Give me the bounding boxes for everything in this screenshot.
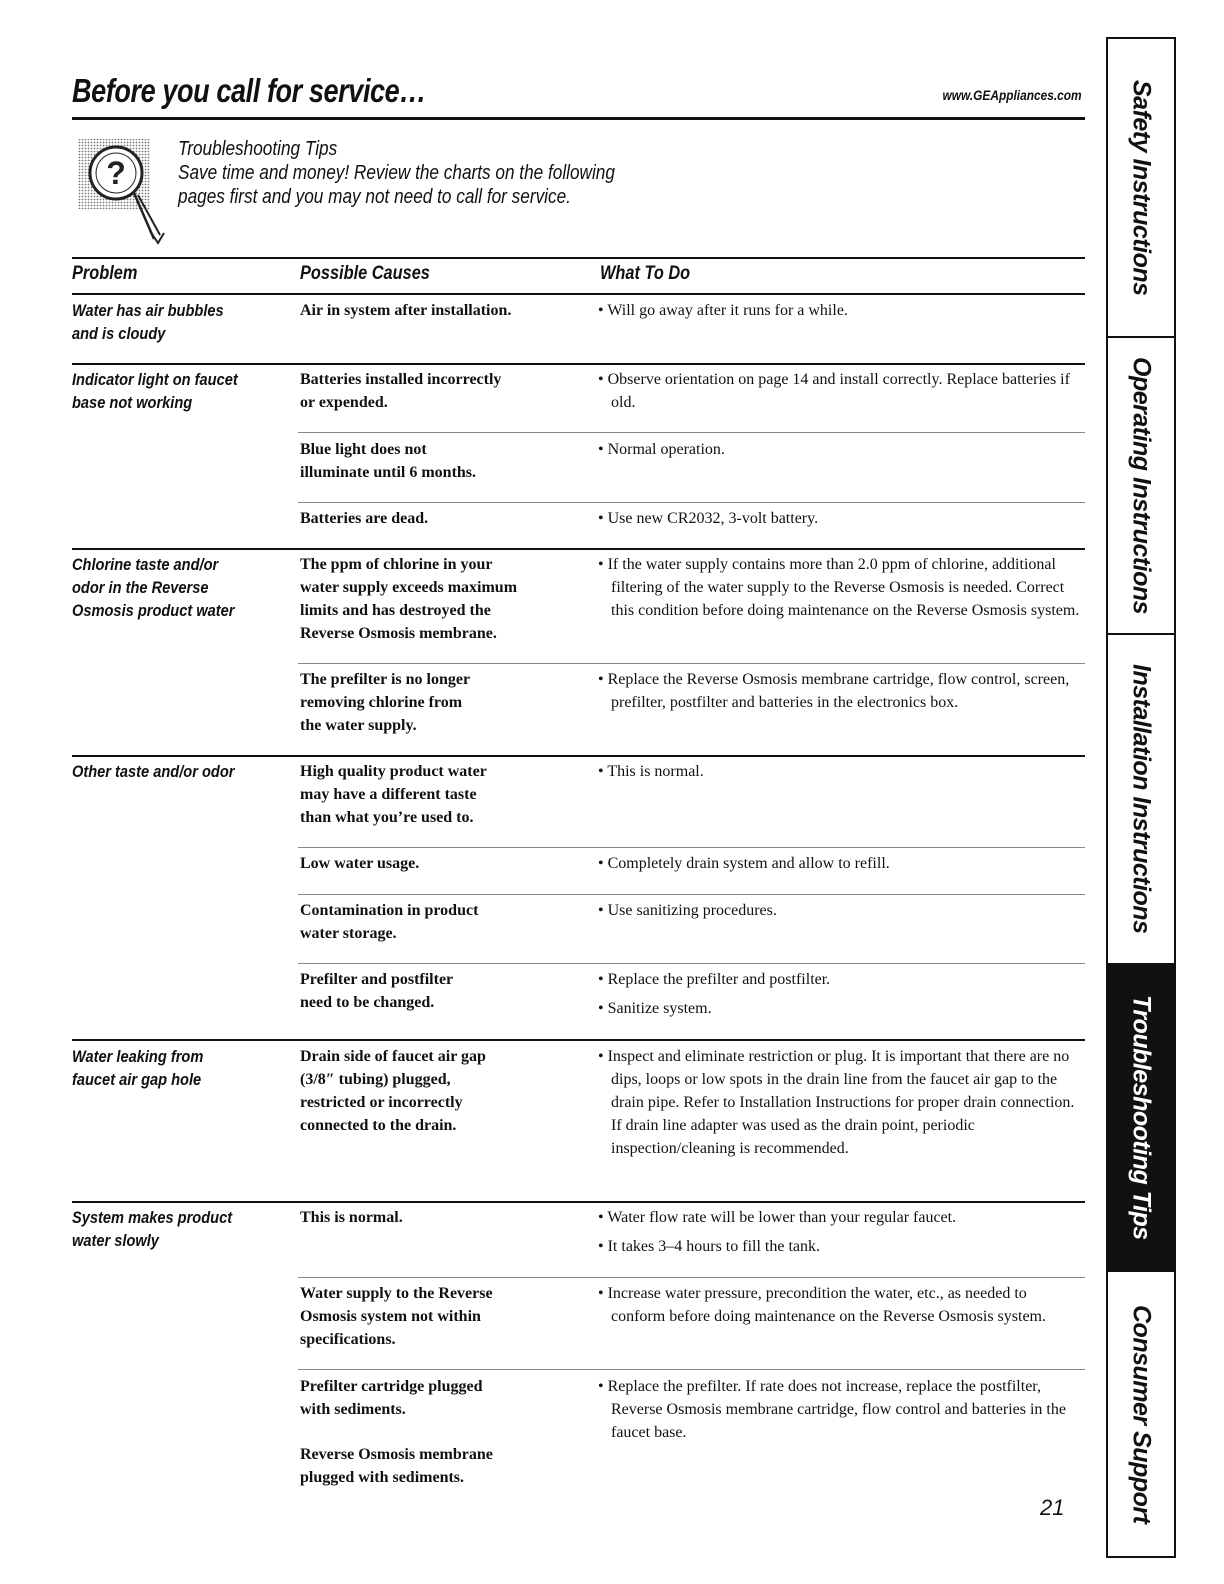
todo-drain-side: • Inspect and eliminate restriction or plug. It is important that there are no dips, loops or low spots in the drain line from the faucet air gap to the drain pipe. Refer to Installation Instructions for proper drain connection. If drain line adapter was used as the drain point, periodic inspection/cleaning is recommended. — [598, 1048, 1075, 1157]
cause-contamination: Contamination in product water storage. — [300, 902, 479, 942]
tips-heading: Troubleshooting Tips — [178, 138, 338, 160]
problem-slow-water: System makes product water slowly — [72, 1208, 233, 1250]
tab-troubleshooting-tips[interactable] — [1108, 965, 1174, 1272]
section-tabs — [1106, 37, 1176, 1558]
cause-prefilter-chlorine: The prefilter is no longer removing chlorine from the water supply. — [300, 671, 471, 734]
cause-water-supply-specs: Water supply to the Reverse Osmosis system not within specifications. — [300, 1285, 493, 1348]
row-rule — [72, 363, 1085, 365]
todo-contamination: • Use sanitizing procedures. — [598, 902, 777, 919]
cause-rule — [298, 1277, 1085, 1278]
cause-rule — [298, 1369, 1085, 1370]
todo-prefilter-plugged: • Replace the prefilter. If rate does not increase, replace the postfilter, Reverse Osmosis membrane cartridge, flow control and batteries in the faucet base. — [598, 1378, 1066, 1441]
tips-line-2: pages first and you may not need to call for service. — [178, 186, 571, 208]
table-top-rule — [72, 257, 1085, 259]
column-header-causes: Possible Causes — [300, 263, 430, 284]
page-title: Before you call for service… — [72, 72, 426, 109]
tips-line-1: Save time and money! Review the charts on the following — [178, 162, 615, 184]
page-number: 21 — [1040, 1495, 1065, 1520]
todo-blue-light: • Normal operation. — [598, 441, 725, 458]
cause-rule — [298, 894, 1085, 895]
cause-prefilter-plugged: Prefilter cartridge plugged with sediments. — [300, 1378, 483, 1418]
tab-operating-instructions[interactable] — [1108, 338, 1174, 635]
problem-other-taste: Other taste and/or odor — [72, 762, 235, 781]
cause-rule — [298, 963, 1085, 964]
cause-high-quality-water: High quality product water may have a different taste than what you’re used to. — [300, 763, 487, 826]
tab-label: Troubleshooting Tips — [1127, 995, 1156, 1240]
problem-chlorine-taste: Chlorine taste and/or odor in the Reverse Osmosis product water — [72, 555, 235, 620]
cause-rule — [298, 847, 1085, 848]
cause-rule — [298, 502, 1085, 503]
cause-filters-change: Prefilter and postfilter need to be changed. — [300, 971, 454, 1011]
cause-drain-side: Drain side of faucet air gap (3/8″ tubing) plugged, restricted or incorrectly connected to the drain. — [300, 1048, 486, 1134]
cause-normal: This is normal. — [300, 1209, 403, 1226]
tab-label: Operating Instructions — [1127, 356, 1156, 615]
todo-air-in-system: • Will go away after it runs for a while. — [598, 302, 848, 319]
todo-batteries-incorrect: • Observe orientation on page 14 and install correctly. Replace batteries if old. — [598, 371, 1070, 411]
cause-low-water-usage: Low water usage. — [300, 855, 420, 872]
column-header-todo: What To Do — [600, 263, 691, 284]
header-rule — [72, 293, 1085, 295]
row-rule — [72, 1201, 1085, 1203]
cause-membrane-plugged: Reverse Osmosis membrane plugged with sediments. — [300, 1446, 493, 1486]
cause-rule — [298, 432, 1085, 433]
svg-text:?: ? — [106, 155, 126, 191]
cause-blue-light: Blue light does not illuminate until 6 months. — [300, 441, 477, 481]
tab-label: Consumer Support — [1127, 1304, 1156, 1524]
row-rule — [72, 548, 1085, 550]
tab-label: Safety Instructions — [1127, 79, 1156, 296]
tab-safety-instructions[interactable] — [1108, 39, 1174, 338]
todo-prefilter-chlorine: • Replace the Reverse Osmosis membrane cartridge, flow control, screen, prefilter, postfilter and batteries in the electronics box. — [598, 671, 1070, 711]
problem-water-leaking: Water leaking from faucet air gap hole — [72, 1047, 204, 1089]
tips-intro — [178, 137, 615, 209]
todo-filters-change: • Replace the prefilter and postfilter. • Sanitize system. — [598, 971, 831, 1017]
tab-installation-instructions[interactable] — [1108, 635, 1174, 965]
column-header-problem: Problem — [72, 263, 138, 284]
question-mark-circle-icon — [78, 135, 178, 247]
todo-water-supply-specs: • Increase water pressure, precondition the water, etc., as needed to conform before doing maintenance on the Reverse Osmosis system. — [598, 1285, 1046, 1325]
cause-air-in-system: Air in system after installation. — [300, 302, 512, 319]
row-rule — [72, 1039, 1085, 1041]
todo-chlorine-ppm: • If the water supply contains more than 2.0 ppm of chlorine, additional filtering of the water supply to the Reverse Osmosis is needed. Correct this condition before doing maintenance on the Reverse Osmosis system. — [598, 556, 1080, 619]
problem-air-bubbles: Water has air bubbles and is cloudy — [72, 301, 224, 343]
todo-high-quality-water: • This is normal. — [598, 763, 704, 780]
cause-batteries-dead: Batteries are dead. — [300, 510, 429, 527]
todo-normal: • Water flow rate will be lower than your regular faucet. • It takes 3–4 hours to fill the tank. — [598, 1209, 957, 1255]
cause-batteries-incorrect: Batteries installed incorrectly or expended. — [300, 371, 502, 411]
todo-low-water-usage: • Completely drain system and allow to refill. — [598, 855, 890, 872]
problem-indicator-light: Indicator light on faucet base not working — [72, 370, 238, 412]
row-rule — [72, 755, 1085, 757]
tab-consumer-support[interactable] — [1108, 1272, 1174, 1556]
website-url[interactable]: www.GEAppliances.com — [942, 87, 1082, 103]
cause-rule — [298, 663, 1085, 664]
todo-batteries-dead: • Use new CR2032, 3-volt battery. — [598, 510, 819, 527]
tab-label: Installation Instructions — [1127, 664, 1156, 934]
title-rule — [72, 117, 1085, 120]
cause-chlorine-ppm: The ppm of chlorine in your water supply exceeds maximum limits and has destroyed the Reverse Osmosis membrane. — [300, 556, 518, 642]
